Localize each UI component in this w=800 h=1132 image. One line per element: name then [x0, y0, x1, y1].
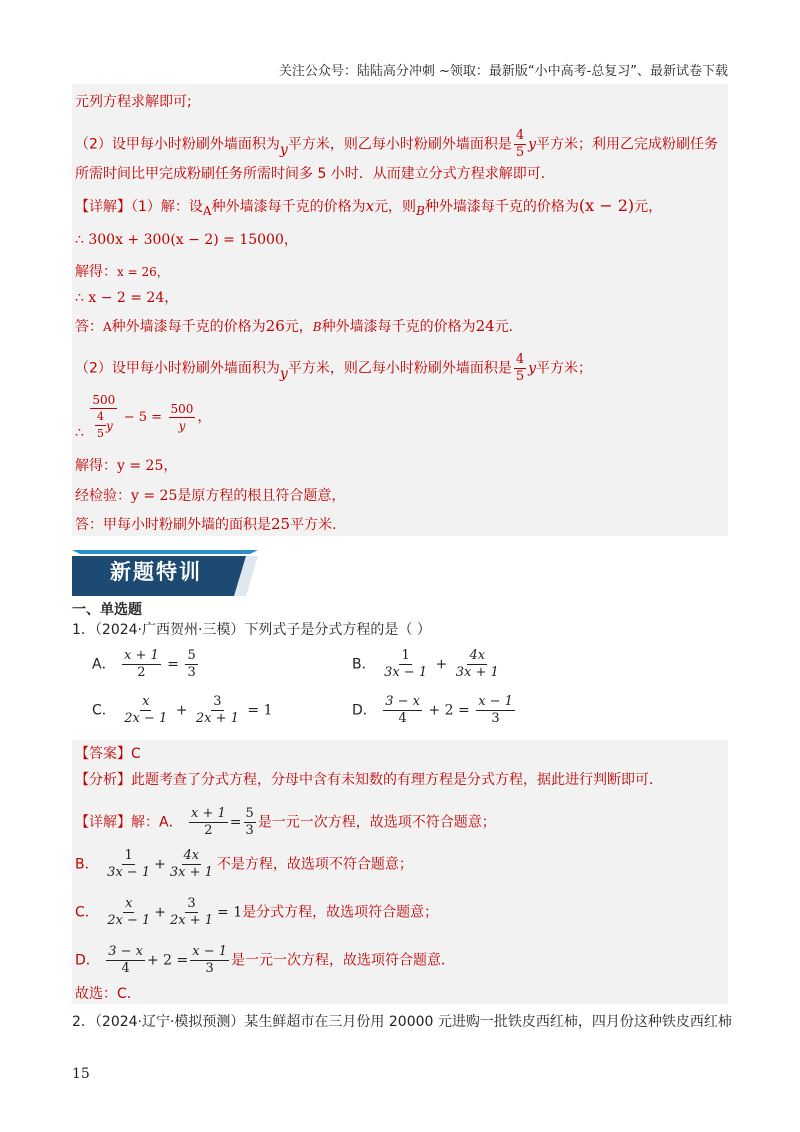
detail-a: 【详解】解：A． $\frac{x + 1}{2}$ = $\frac{5}{3}$ 是一元一次方程，故选项不符合题意； — [75, 806, 496, 838]
text-line: 元列方程求解即可; — [75, 94, 192, 110]
option-d: D． $\frac{3 - x}{4}$ + 2 = $\frac{x - 1}{3}$ — [352, 694, 513, 726]
text-line: 所需时间比甲完成粉刷任务所需时间多 5 小时．从而建立分式方程求解即可． — [75, 166, 555, 182]
section-title: 一、单选题 — [72, 602, 142, 618]
option-a: A． $\frac{x + 1}{2}$ = $\frac{5}{3}$ — [92, 648, 196, 680]
text-line: 解得：y = 25， — [75, 458, 178, 474]
fraction: $\frac{4}{5}$ — [515, 352, 525, 384]
text-line: 经检验：y = 25是原方程的根且符合题意， — [75, 488, 346, 504]
detail-c: C． $\frac{x}{2x - 1}$ + $\frac{3}{2x + 1}$ = 1是分式方程，故选项符合题意； — [75, 896, 439, 928]
fraction: 500 $\frac{4}{5}$ y — [92, 393, 116, 440]
text-line: （2）设甲每小时粉刷外墙面积为y平方米，则乙每小时粉刷外墙面积是 $\frac{4}{5}$ y平方米；利用乙完成粉刷任务 — [75, 128, 719, 160]
page-number: 15 — [72, 1066, 90, 1082]
choose-line: 故选：C． — [75, 986, 141, 1002]
equation-line: ∴ x − 2 = 24， — [75, 290, 179, 306]
fraction: $\frac{500}{y}$ — [170, 401, 194, 433]
section-banner — [72, 546, 258, 598]
equation-line: ∴ 300x + 300(x − 2) = 15000， — [75, 232, 298, 248]
text-line: 【详解】（1）解：设A种外墙漆每千克的价格为x元，则B种外墙漆每千克的价格为(x − 2)元， — [75, 196, 663, 218]
fraction: $\frac{4}{5}$ — [515, 128, 525, 160]
option-b: B． $\frac{1}{3x - 1}$ + $\frac{4x}{3x + 1}$ — [352, 648, 499, 680]
equation-line: ∴ 500 $\frac{4}{5}$ y − 5 = $\frac{500}{y}$ ， — [75, 393, 212, 441]
page-header: 关注公众号：陆陆高分冲刺 ~领取：最新版“小中高考-总复习”、最新试卷下载 — [278, 64, 728, 79]
text-line: 答：甲每小时粉刷外墙的面积是25平方米． — [75, 515, 347, 533]
banner-title: 新题特训 — [110, 560, 202, 584]
text-line: 答：A种外墙漆每千克的价格为26元，B种外墙漆每千克的价格为24元． — [75, 317, 523, 335]
question-stem: 1．（2024·广西贺州·三模）下列式子是分式方程的是（ ） — [72, 622, 431, 638]
text-line: 解得：x = 26， — [75, 264, 169, 280]
option-c: C． $\frac{x}{2x - 1}$ + $\frac{3}{2x + 1}$ = 1 — [92, 694, 273, 726]
answer-line: 【答案】C — [75, 746, 141, 762]
detail-d: D． $\frac{3 - x}{4}$ + 2 = $\frac{x - 1}{3}$ 是一元一次方程，故选项符合题意． — [75, 944, 456, 976]
text-line: （2）设甲每小时粉刷外墙面积为y平方米，则乙每小时粉刷外墙面积是 $\frac{4}{5}$ y平方米； — [75, 352, 593, 384]
analysis-line: 【分析】此题考查了分式方程，分母中含有未知数的有理方程是分式方程，据此进行判断即可． — [75, 772, 663, 788]
detail-b: B． $\frac{1}{3x - 1}$ + $\frac{4x}{3x + 1}$ 不是方程，故选项不符合题意； — [75, 848, 413, 880]
question-stem: 2．（2024·辽宁·模拟预测）某生鲜超市在三月份用 20000 元进购一批铁皮西红柿，四月份这种铁皮西红柿 — [72, 1014, 732, 1030]
